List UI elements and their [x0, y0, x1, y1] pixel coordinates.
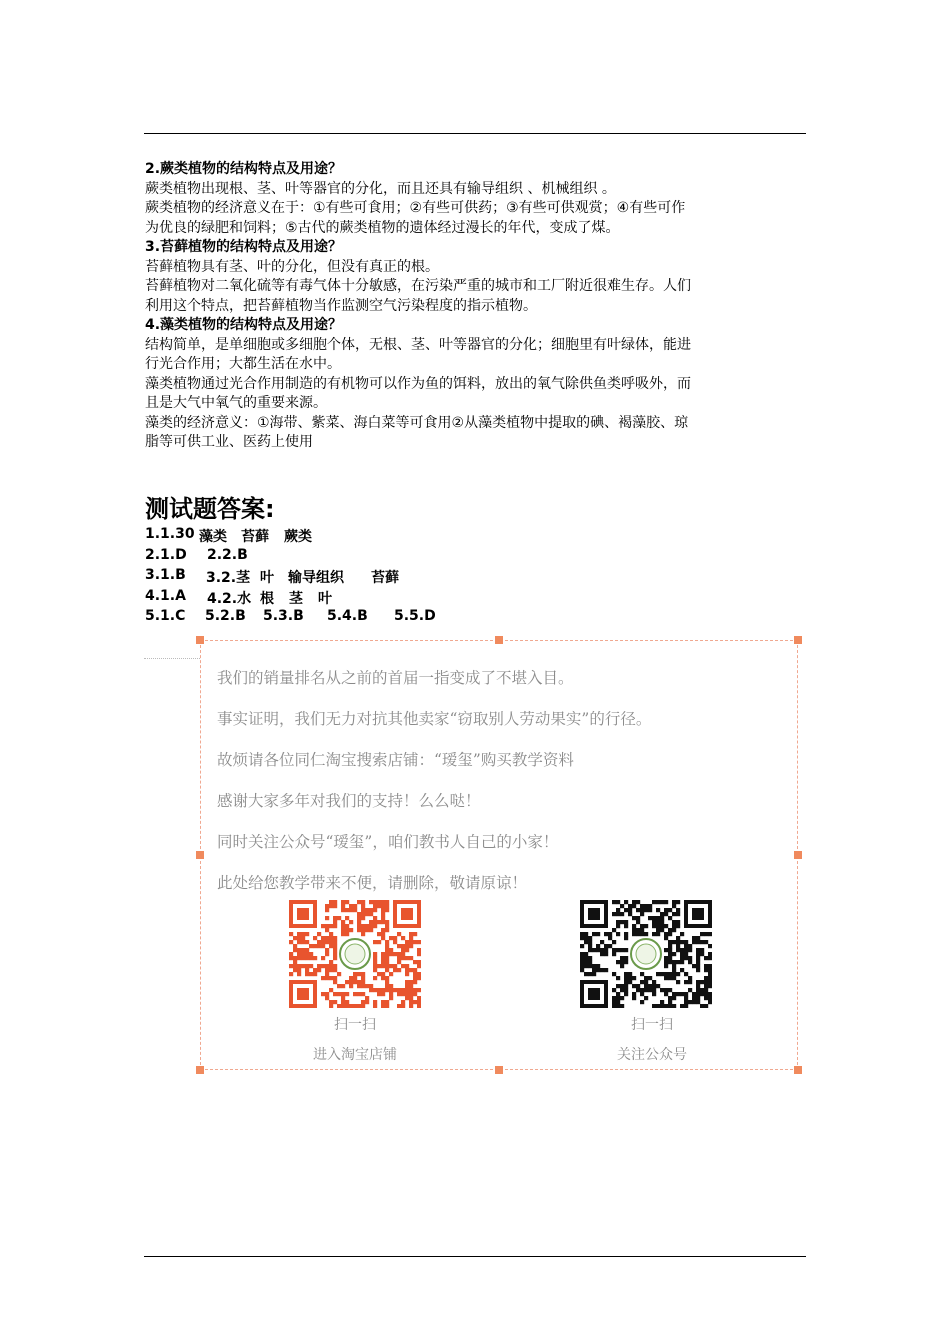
- question-heading: 2.蕨类植物的结构特点及用途？: [145, 161, 343, 177]
- paragraph-line: 为优良的绿肥和饲料；⑤古代的蕨类植物的遗体经过漫长的年代，变成了煤。: [145, 219, 620, 236]
- answer-item: 叶: [318, 590, 332, 607]
- ad-line: 同时关注公众号“瑷玺”，咱们教书人自己的小家！: [217, 833, 559, 851]
- answer-item: 苔藓: [241, 529, 269, 545]
- answer-item: 2.2.B: [207, 546, 248, 563]
- answer-item: 2.1.D: [145, 546, 187, 563]
- ad-line: 此处给您教学带来不便，请删除，敬请原谅！: [217, 874, 528, 892]
- resize-handle-middle-right[interactable]: [794, 851, 802, 859]
- answer-item: 3.1.B: [145, 567, 186, 584]
- paragraph-line: 结构简单，是单细胞或多细胞个体，无根、茎、叶等器官的分化；细胞里有叶绿体，能进: [145, 336, 691, 353]
- answer-item: 3.2.茎: [206, 570, 251, 587]
- paragraph-line: 利用这个特点，把苔藓植物当作监测空气污染程度的指示植物。: [145, 297, 537, 314]
- answer-item: 蕨类: [284, 529, 312, 545]
- qr-left-caption-shop: 进入淘宝店铺: [313, 1047, 397, 1063]
- paragraph-line: 苔藓植物对二氧化硫等有毒气体十分敏感，在污染严重的城市和工厂附近很难生存。人们: [145, 278, 691, 294]
- resize-handle-top-left[interactable]: [196, 636, 204, 644]
- document-body: [145, 160, 807, 453]
- question-heading: 3.苔藓植物的结构特点及用途？: [145, 239, 343, 255]
- ad-line: 故烦请各位同仁淘宝搜索店铺：“瑷玺”购买教学资料: [217, 751, 574, 769]
- header-rule: [144, 133, 806, 134]
- answer-item: 5.2.B: [205, 608, 246, 625]
- resize-handle-bottom-right[interactable]: [794, 1066, 802, 1074]
- qr-left-caption-scan: 扫一扫: [334, 1017, 376, 1033]
- answer-item: 4.1.A: [145, 587, 186, 604]
- wechat-qr-code-icon[interactable]: [580, 900, 712, 1008]
- qr-right-caption-scan: 扫一扫: [631, 1017, 673, 1033]
- ad-line: 事实证明，我们无力对抗其他卖家“窃取别人劳动果实”的行径。: [217, 710, 652, 728]
- paragraph-line: 行光合作用；大都生活在水中。: [145, 356, 341, 372]
- paragraph-line: 蕨类植物的经济意义在于：①有些可食用；②有些可供药；③有些可供观赏；④有些可作: [145, 200, 686, 216]
- dotted-separator: [144, 658, 200, 659]
- answer-item: 藻类: [199, 529, 227, 545]
- answers-title: 测试题答案:: [145, 495, 275, 523]
- answer-item: 5.5.D: [394, 608, 436, 625]
- paragraph-line: 脂等可供工业、医药上使用: [145, 434, 313, 450]
- ad-line: 我们的销量排名从之前的首届一指变成了不堪入目。: [217, 669, 574, 687]
- answer-item: 1.1.30: [145, 526, 195, 542]
- paragraph-line: 藻类的经济意义：①海带、紫菜、海白菜等可食用②从藻类植物中提取的碘、褐藻胶、琼: [145, 414, 689, 431]
- answer-item: 5.4.B: [327, 608, 368, 625]
- paragraph-line: 蕨类植物出现根、茎、叶等器官的分化，而且还具有输导组织 、机械组织 。: [145, 180, 616, 197]
- resize-handle-middle-left[interactable]: [196, 851, 204, 859]
- answer-item: 输导组织: [288, 570, 344, 587]
- answer-item: 5.1.C: [145, 608, 186, 625]
- resize-handle-bottom-left[interactable]: [196, 1066, 204, 1074]
- taobao-qr-code-icon[interactable]: [289, 900, 421, 1008]
- resize-handle-bottom-center[interactable]: [495, 1066, 503, 1074]
- paragraph-line: 且是大气中氧气的重要来源。: [145, 395, 327, 411]
- answer-item: 根: [260, 590, 274, 607]
- resize-handle-top-right[interactable]: [794, 636, 802, 644]
- footer-rule: [144, 1256, 806, 1257]
- paragraph-line: 藻类植物通过光合作用制造的有机物可以作为鱼的饵料，放出的氧气除供鱼类呼吸外，而: [145, 375, 691, 392]
- resize-handle-top-center[interactable]: [495, 636, 503, 644]
- ad-line: 感谢大家多年对我们的支持！么么哒！: [217, 792, 481, 810]
- answer-item: 茎: [289, 590, 303, 607]
- question-heading: 4.藻类植物的结构特点及用途？: [145, 317, 343, 333]
- answer-item: 叶: [260, 570, 274, 587]
- paragraph-line: 苔藓植物具有茎、叶的分化，但没有真正的根。: [145, 258, 439, 275]
- answer-item: 5.3.B: [263, 608, 304, 625]
- qr-right-caption-follow: 关注公众号: [617, 1047, 687, 1063]
- answer-item: 苔藓: [371, 570, 399, 587]
- answer-item: 4.2.水: [207, 590, 252, 607]
